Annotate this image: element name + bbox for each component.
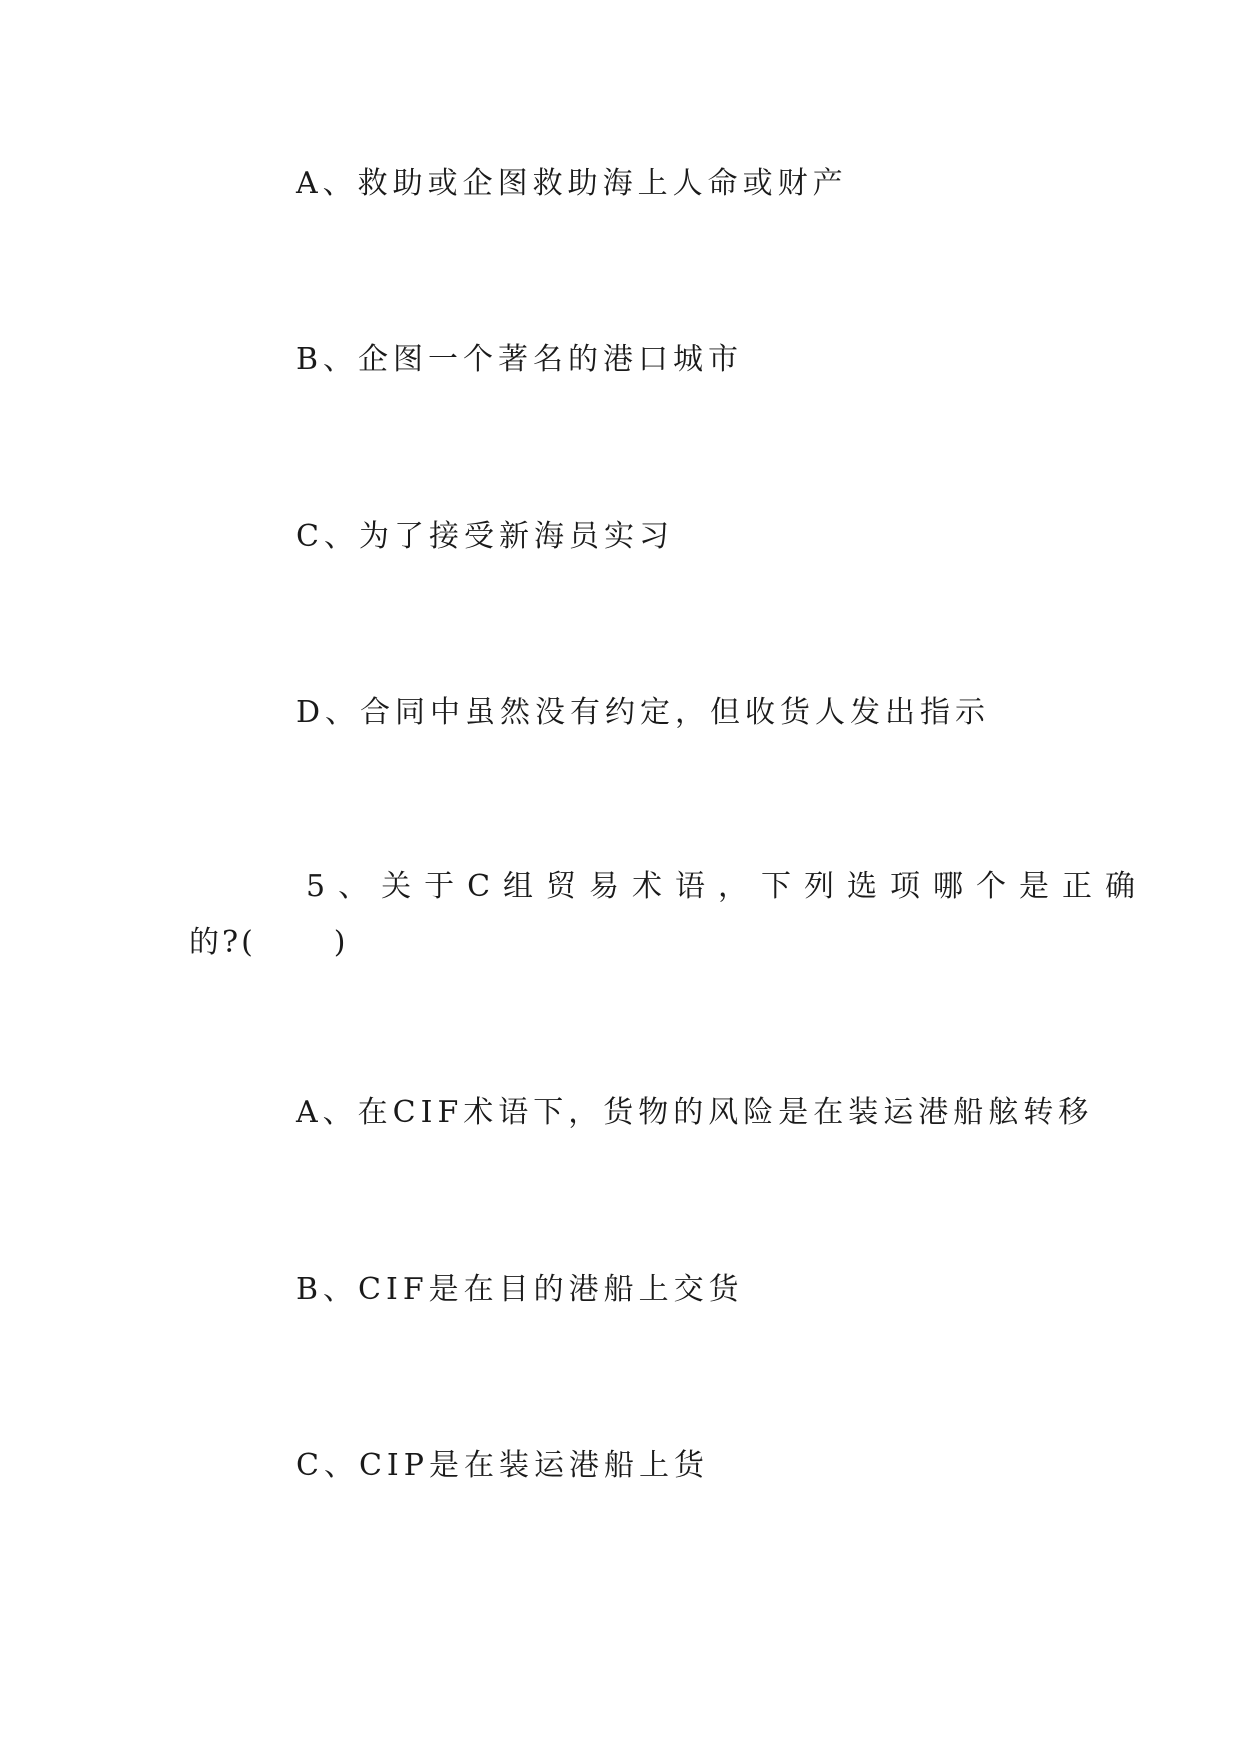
q4-option-c: C、为了接受新海员实习 [296, 519, 674, 554]
q5-stem-line1: 5、关于C组贸易术语，下列选项哪个是正确 [306, 869, 1149, 904]
q5-stem-line2-end: ) [333, 925, 349, 960]
q5-stem-line2-start: 的?( [189, 925, 256, 960]
q5-option-a: A、在CIF术语下，货物的风险是在装运港船舷转移 [296, 1095, 1094, 1130]
q5-option-b: B、CIF是在目的港船上交货 [296, 1272, 744, 1307]
q4-option-d: D、合同中虽然没有约定，但收货人发出指示 [296, 695, 991, 730]
q4-option-a: A、救助或企图救助海上人命或财产 [296, 166, 848, 201]
q5-stem-line2 [189, 923, 349, 963]
q5-option-c: C、CIP是在装运港船上货 [296, 1448, 709, 1483]
q4-option-b: B、企图一个著名的港口城市 [296, 342, 744, 377]
